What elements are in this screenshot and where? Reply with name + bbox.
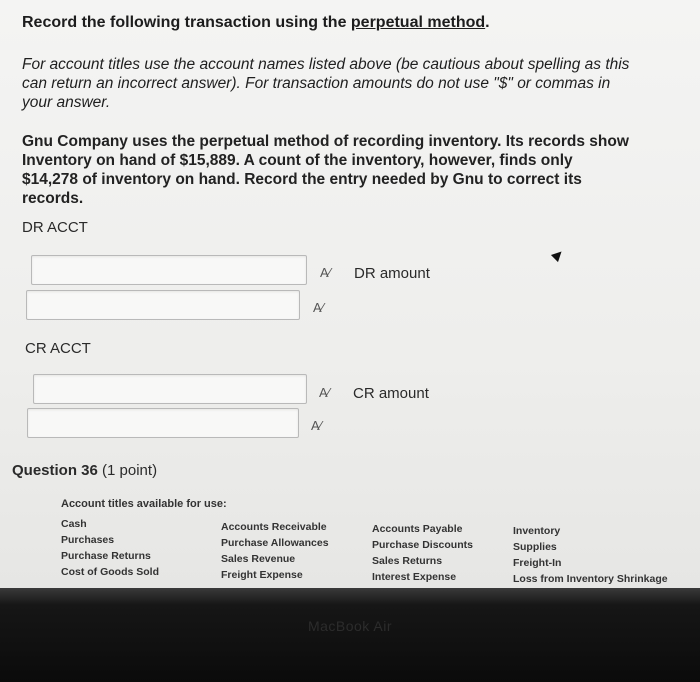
account-title: Purchase Allowances xyxy=(221,537,329,549)
account-title: Inventory xyxy=(513,525,561,537)
account-title: Interest Expense xyxy=(372,571,457,583)
bezel-label: MacBook Air xyxy=(307,618,393,634)
account-title: Purchase Discounts xyxy=(372,539,473,551)
account-column-3 xyxy=(372,521,473,585)
dr-amount-input[interactable] xyxy=(26,290,300,320)
cr-amount-input[interactable] xyxy=(27,408,299,438)
spell-check-icon[interactable]: A⁄ xyxy=(319,385,330,400)
account-titles-panel xyxy=(0,484,700,588)
account-title: Loss from Inventory Shrinkage xyxy=(513,573,668,585)
mouse-pointer-icon xyxy=(551,248,565,262)
account-title: Freight-In xyxy=(513,557,562,569)
account-titles-heading: Account titles available for use: xyxy=(61,498,227,510)
account-title: Cash xyxy=(61,518,87,530)
question-heading xyxy=(22,14,490,32)
heading-method: perpetual method xyxy=(350,14,486,31)
cr-acct-input[interactable] xyxy=(33,374,307,404)
laptop-bezel xyxy=(0,588,700,682)
dr-acct-label: DR ACCT xyxy=(22,219,88,236)
account-title: Accounts Receivable xyxy=(221,521,327,533)
dr-acct-input[interactable] xyxy=(31,255,307,285)
cr-amount-label: CR amount xyxy=(353,385,429,402)
problem-text: Gnu Company uses the perpetual method of recording inventory. Its records show Inventory on hand of $15,889. A count of the inventory, however, finds only $14,278 of inventory on hand. Record the entry needed by Gnu to correct its records. xyxy=(22,133,629,207)
instructions-text: For account titles use the account names listed above (be cautious about spelling as this can return an incorrect answer). For transaction amounts do not use "$" or commas in your answer. xyxy=(22,56,630,111)
spell-check-icon[interactable]: A⁄ xyxy=(311,418,322,433)
account-title: Sales Revenue xyxy=(221,553,296,565)
account-title: Supplies xyxy=(513,541,557,553)
account-title: Purchase Returns xyxy=(61,550,151,562)
account-title: Purchases xyxy=(61,534,115,546)
cr-acct-label: CR ACCT xyxy=(25,340,91,357)
question-points: (1 point) xyxy=(102,462,158,479)
spell-check-icon[interactable]: A⁄ xyxy=(313,300,324,315)
account-column-4 xyxy=(513,523,668,587)
question-36-heading xyxy=(12,462,157,479)
spell-check-icon[interactable]: A⁄ xyxy=(320,265,331,280)
heading-prefix: Record the following transaction using the xyxy=(22,14,351,31)
account-title: Sales Returns xyxy=(372,555,443,567)
account-title: Cost of Goods Sold xyxy=(61,566,159,578)
account-title: Freight Expense xyxy=(221,569,303,581)
dr-amount-label: DR amount xyxy=(354,265,430,282)
account-title: Accounts Payable xyxy=(372,523,463,535)
question-number: Question 36 xyxy=(12,462,98,479)
account-column-1 xyxy=(61,516,159,580)
heading-suffix: . xyxy=(485,14,490,31)
account-column-2 xyxy=(221,519,329,583)
